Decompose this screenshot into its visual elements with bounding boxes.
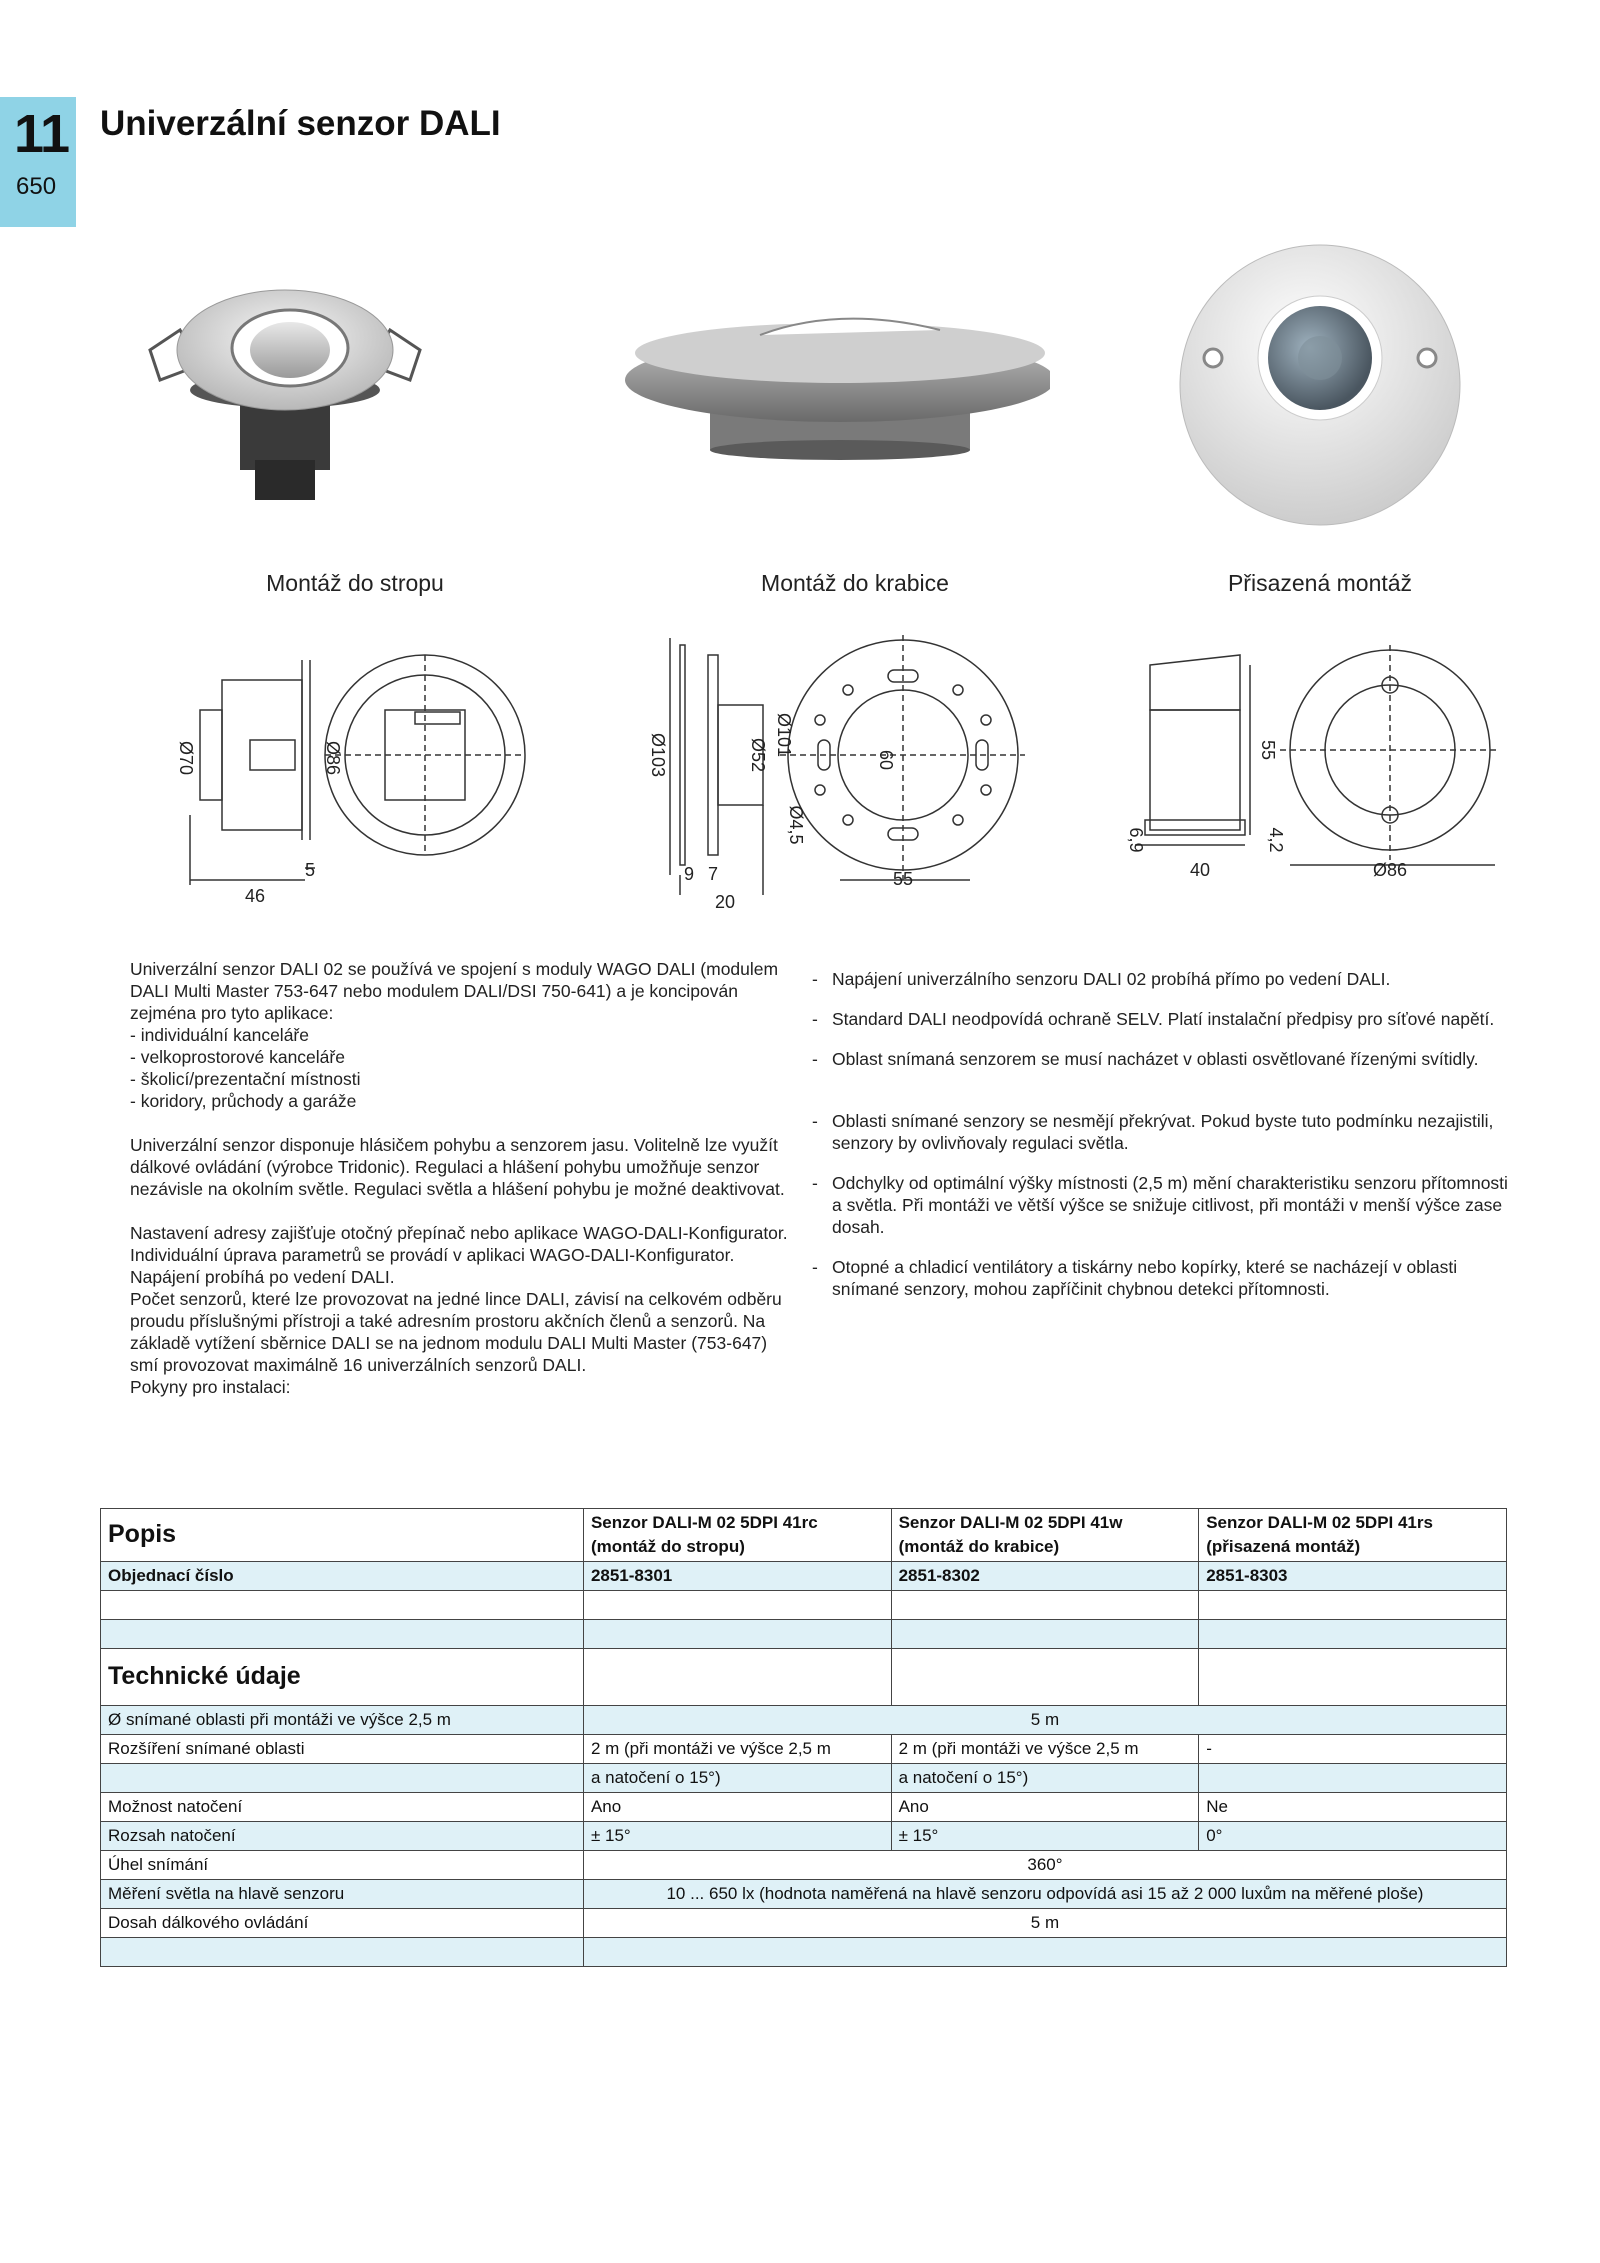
description-left (130, 958, 790, 1398)
popis-heading: Popis (108, 1519, 177, 1548)
row-value: Ano (891, 1793, 1199, 1822)
spec-table (100, 1508, 1507, 1967)
order-number: 2851-8303 (1199, 1562, 1507, 1591)
dim-7: 7 (708, 864, 719, 884)
table-header-row (101, 1509, 1507, 1562)
table-row (101, 1793, 1507, 1822)
capacity-paragraph: Počet senzorů, které lze provozovat na jedné lince DALI, závisí na celkovém odběru proudu příslušnými přístroji a také adresním prostoru akčních členů a senzorů. Na základě vytížení sběrnice DALI se na jednom modulu DALI Multi Master (753-647) smí provozovat maximálně 16 univerzálních senzorů DALI. (130, 1289, 782, 1375)
row-value: Ne (1199, 1793, 1507, 1822)
note-item: - Odchylky od optimální výšky místnosti (2,5 m) mění charakteristiku senzoru přítomnosti a světla. Při montáži ve větší výšce se snižuje citlivost, při montáži v menší výšce zase dosah. (812, 1172, 1512, 1238)
photo-box-mount (610, 305, 1050, 460)
application-item: - velkoprostorové kanceláře (130, 1047, 345, 1067)
order-number: 2851-8301 (583, 1562, 891, 1591)
table-row (101, 1851, 1507, 1880)
dim-20: 20 (715, 892, 736, 912)
note-item: - Oblast snímaná senzorem se musí nacházet v oblasti osvětlované řízenými svítidly. (812, 1048, 1512, 1070)
photo-caption-surface: Přisazená montáž (1227, 570, 1413, 596)
row-label: Možnost natočení (101, 1793, 584, 1822)
note-item: - Oblasti snímané senzory se nesmějí překrývat. Pokud byste tuto podmínku nezajistili, senzory by ovlivňovaly regulaci světla. (812, 1110, 1512, 1154)
row-label: Měření světla na hlavě senzoru (101, 1880, 584, 1909)
power-paragraph: Napájení probíhá po vedení DALI. (130, 1267, 395, 1287)
dim-60: 60 (876, 749, 896, 771)
drawing-ceiling-mount (150, 640, 550, 910)
dim-5: 5 (304, 860, 316, 880)
row-label: Rozšíření snímané oblasti (101, 1735, 584, 1764)
note-item: - Standard DALI neodpovídá ochraně SELV. Platí instalační předpisy pro síťové napětí. (812, 1008, 1512, 1030)
table-row (101, 1822, 1507, 1851)
note-item: - Napájení univerzálního senzoru DALI 02 probíhá přímo po vedení DALI. (812, 968, 1512, 990)
order-number: 2851-8302 (891, 1562, 1199, 1591)
dim-d52: Ø52 (748, 737, 768, 773)
photo-ceiling-mount (140, 270, 430, 510)
table-row (101, 1909, 1507, 1938)
install-heading: Pokyny pro instalaci: (130, 1377, 291, 1397)
table-row (101, 1764, 1507, 1793)
table-row (101, 1880, 1507, 1909)
dim-46: 46 (244, 886, 266, 906)
application-item: - individuální kanceláře (130, 1025, 309, 1045)
row-value: 0° (1199, 1822, 1507, 1851)
row-value: 360° (583, 1851, 1506, 1880)
row-label: Rozsah natočení (101, 1822, 584, 1851)
page-number: 650 (16, 173, 57, 200)
dim-42: 4,2 (1266, 827, 1286, 853)
order-label: Objednací číslo (101, 1562, 584, 1591)
tech-heading-row (101, 1649, 1507, 1706)
photo-surface-mount (1175, 240, 1465, 530)
row-value: a natočení o 15°) (583, 1764, 891, 1793)
dim-d70: Ø70 (176, 740, 196, 776)
tech-heading: Technické údaje (108, 1661, 301, 1690)
dim-9: 9 (684, 864, 695, 884)
page-title: Univerzální senzor DALI (100, 104, 501, 143)
addressing-paragraph: Nastavení adresy zajišťuje otočný přepínač nebo aplikace WAGO-DALI-Konfigurator. Individuální úprava parametrů se provádí v aplikaci WAGO-DALI-Konfigurator. (130, 1223, 788, 1265)
table-row (101, 1591, 1507, 1620)
application-item: - koridory, průchody a garáže (130, 1091, 357, 1111)
note-item: - Otopné a chladicí ventilátory a tiskárny nebo kopírky, které se nacházejí v oblasti snímané senzory, mohou zapříčinit chybnou detekci přítomnosti. (812, 1256, 1512, 1300)
row-value: Ano (583, 1793, 891, 1822)
application-list (130, 1024, 790, 1112)
product-header: Senzor DALI-M 02 5DPI 41rc (montáž do stropu) (583, 1509, 891, 1562)
dim-55: 55 (892, 869, 914, 889)
dim-d86: Ø86 (323, 740, 343, 776)
row-value: ± 15° (891, 1822, 1199, 1851)
row-value: 5 m (583, 1706, 1506, 1735)
table-row (101, 1706, 1507, 1735)
dim-69: 6,9 (1126, 827, 1146, 853)
row-value: - (1199, 1735, 1507, 1764)
row-label: Ø snímané oblasti při montáži ve výšce 2,5 m (101, 1706, 584, 1735)
photo-caption-ceiling: Montáž do stropu (266, 570, 444, 596)
dim-d86-surface: Ø86 (1372, 860, 1408, 880)
intro-paragraph: Univerzální senzor DALI 02 se používá ve spojení s moduly WAGO DALI (modulem DALI Multi Master 753-647 nebo modulem DALI/DSI 750-641) a je koncipován zejména pro tyto aplikace: (130, 959, 779, 1023)
row-label: Úhel snímání (101, 1851, 584, 1880)
row-label: Dosah dálkového ovládání (101, 1909, 584, 1938)
product-header: Senzor DALI-M 02 5DPI 41rs (přisazená montáž) (1199, 1509, 1507, 1562)
row-value: 2 m (při montáži ve výšce 2,5 m (891, 1735, 1199, 1764)
dim-40: 40 (1189, 860, 1211, 880)
dim-d101: Ø101 (774, 712, 794, 758)
chapter-tab (0, 97, 76, 227)
row-value: 5 m (583, 1909, 1506, 1938)
drawing-surface-mount (1110, 640, 1500, 890)
dim-55-height: 55 (1258, 739, 1278, 761)
row-value: 2 m (při montáži ve výšce 2,5 m (583, 1735, 891, 1764)
product-header: Senzor DALI-M 02 5DPI 41w (montáž do krabice) (891, 1509, 1199, 1562)
row-value: 10 ... 650 lx (hodnota naměřená na hlavě senzoru odpovídá asi 15 až 2 000 luxům na měřené ploše) (583, 1880, 1506, 1909)
dim-d45: Ø4,5 (786, 805, 806, 845)
dim-d103: Ø103 (648, 732, 668, 778)
table-row (101, 1620, 1507, 1649)
application-item: - školicí/prezentační místnosti (130, 1069, 361, 1089)
row-value: ± 15° (583, 1822, 891, 1851)
row-value: a natočení o 15°) (891, 1764, 1199, 1793)
photo-caption-box: Montáž do krabice (761, 570, 949, 596)
chapter-number: 11 (14, 104, 70, 164)
table-row (101, 1562, 1507, 1591)
drawing-box-mount (640, 630, 1030, 920)
table-row (101, 1735, 1507, 1764)
features-paragraph: Univerzální senzor disponuje hlásičem pohybu a senzorem jasu. Volitelně lze využít dálkové ovládání (výrobce Tridonic). Regulaci a hlášení pohybu umožňuje senzor nezávisle na okolním světle. Regulaci světla a hlášení pohybu je možné deaktivovat. (130, 1135, 785, 1199)
table-row (101, 1938, 1507, 1967)
installation-notes (812, 968, 1512, 1318)
